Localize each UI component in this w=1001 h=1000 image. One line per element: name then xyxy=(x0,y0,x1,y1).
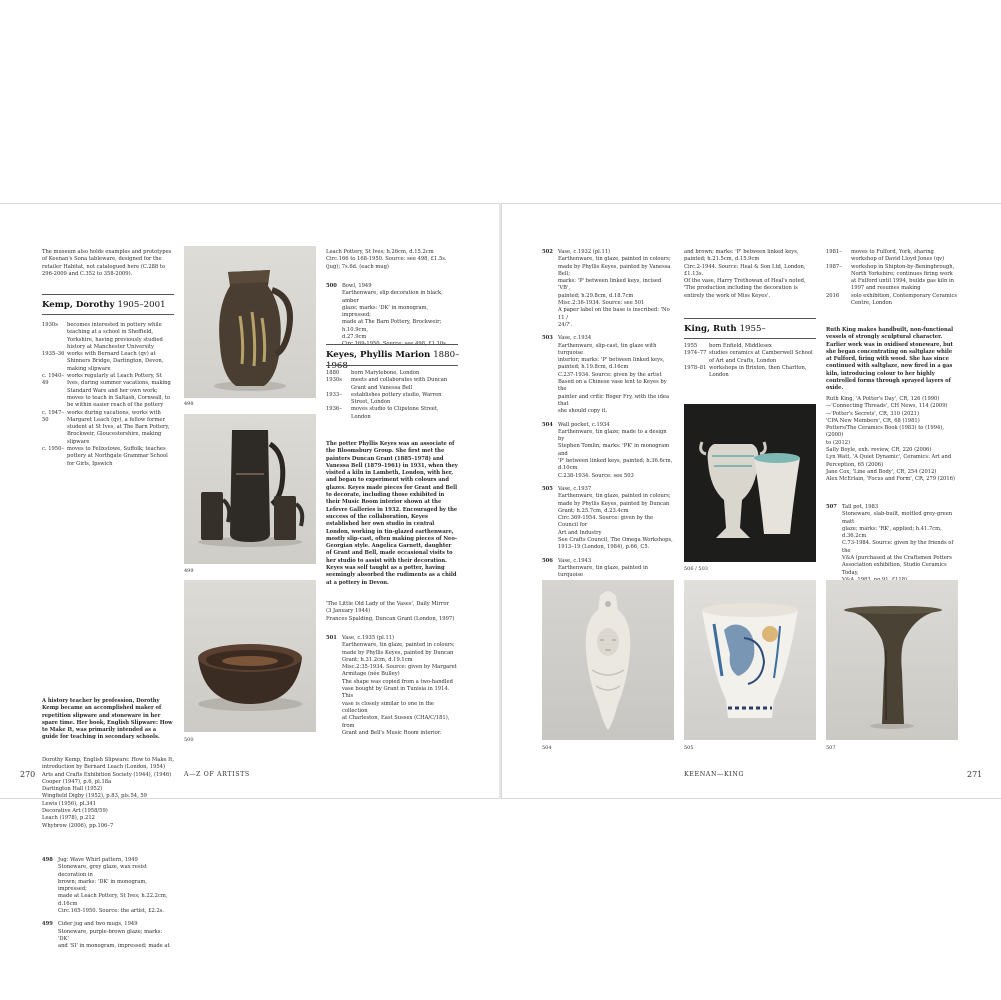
entry-line: Tall pot, 1983 xyxy=(842,504,879,510)
page-number-right: 271 xyxy=(967,770,983,779)
keyes-heading xyxy=(326,350,466,372)
king-timeline-row xyxy=(826,293,958,308)
entry-line: Earthenware, slip decoration in black, amber xyxy=(342,290,443,304)
entry-line: 'P' between linked keys, painted; h.36.6cm, xyxy=(558,458,673,465)
entry-line: Association exhibition, Studio Ceramics Today, xyxy=(842,562,947,576)
caption-504: 504 xyxy=(542,745,552,751)
entry-body xyxy=(58,921,174,950)
timeline-text: becomes interested in pottery while teaching at a school in Sheffield, Yorkshire, having previously studied history at Manchester University xyxy=(67,322,163,350)
entry-line: See Crafts Council, The Omega Workshops, xyxy=(558,536,673,543)
king-timeline-row xyxy=(826,249,958,264)
reference-line: Sally Boyle, exh. review, CR, 220 (2006) xyxy=(826,447,932,454)
king-timeline-row xyxy=(826,264,958,293)
entry-line: Vase, c.1935 (pl.11) xyxy=(342,635,395,641)
timeline-year: 1933– xyxy=(326,391,342,398)
caption-506-503: 506 / 503 xyxy=(684,566,708,572)
entry-line: made at Leach Pottery, St Ives; h.22.2cm, xyxy=(58,893,168,900)
entry-line: The shape was copied from a two-handled xyxy=(342,678,453,685)
entry-line: Wall pocket, c.1934 xyxy=(558,421,610,428)
entry-line: Stephen Tomlin; marks: 'PK' in monogram and xyxy=(558,443,670,457)
keyes-dates: 1880–1968 xyxy=(326,350,460,371)
catalogue-entry xyxy=(542,558,674,580)
entry-line: Vase, c.1934 xyxy=(558,335,592,342)
entry-line: 'The production including the decoration is xyxy=(684,285,798,292)
kemp-bio: A history teacher by profession, Dorothy Kemp became an accomplished maker of repetition slipware and stoneware in her spare time. Her book, English Slipware: How to Make It, was primarily intended as a guide for teaching in secondary schools. xyxy=(42,698,173,741)
entry-body xyxy=(842,504,958,584)
keyes-timeline-row xyxy=(326,377,458,392)
entry-line: C.73-1984. Source: given by the friends of the xyxy=(842,540,954,554)
timeline-text: moves to Felixstowe, Suffolk; teaches pottery at Northgate Grammar School for Girls, Ipswich xyxy=(67,446,168,467)
keyes-catalogue-entries xyxy=(542,249,674,585)
divider xyxy=(684,318,816,319)
entry-line: d.10cm xyxy=(558,465,578,472)
timeline-year: c. 1947–50 xyxy=(42,409,64,423)
reference-line: Wingfield Digby (1952), p.83, pls.54, 59 xyxy=(42,793,147,800)
divider xyxy=(326,365,458,366)
timeline-text: born Marylebone, London xyxy=(351,370,420,376)
king-timeline-continued xyxy=(826,249,958,307)
timeline-year: c. 1940–49 xyxy=(42,373,64,387)
entry-line: Misc.2:36-1934. Source: see 501 xyxy=(558,300,645,307)
entry-line: made at The Barn Pottery, Brockweir; h.10.9cm, xyxy=(342,319,442,333)
entry-number: 501 xyxy=(326,635,337,641)
keyes-timeline-row xyxy=(326,370,458,377)
keyes-timeline-row xyxy=(326,406,458,421)
entry-line: Vase, c.1937 xyxy=(558,485,592,492)
kemp-timeline-row xyxy=(42,446,174,468)
timeline-year: 1935–36 xyxy=(42,351,65,358)
entry-line: brown; marks: 'DK' in monogram, impressed; xyxy=(58,878,147,893)
entry-line: made by Phyllis Keyes, painted by Vanessa Bell; xyxy=(558,263,671,277)
keyes-timeline xyxy=(326,370,458,421)
entry-line: marks: 'P' between linked keys, incised 'VB', xyxy=(558,278,662,292)
entry-body xyxy=(558,422,674,480)
entry-line: 1913–19 (London, 1984), p.66, C5. xyxy=(558,544,650,551)
kemp-timeline-row xyxy=(42,373,174,409)
timeline-text: works during vacations, works with Margaret Leach (qv), a fellow former student at St Ives, at The Barn Pottery, Brockweir, Gloucestershire, making slipware xyxy=(67,409,170,445)
entry-line: Earthenware, tin glaze, painted in colours; xyxy=(558,256,671,263)
entry-line: Circ.166 to 168-1950. Source: see 498, £1.5s. xyxy=(326,256,447,263)
reference-line: Lewis (1956), pl.341 xyxy=(42,800,97,807)
reference-line: Jane Cox, 'Line and Body', CR, 254 (2012) xyxy=(826,468,937,475)
entry-line: Stoneware, slab-built, mottled grey-green matt xyxy=(842,511,953,525)
entry-line: vase is closely similar to one in the collection xyxy=(342,700,434,714)
catalogue-entry xyxy=(42,857,174,915)
catalogue-entry xyxy=(42,921,174,950)
kemp-timeline-row xyxy=(42,322,174,351)
entry-line: Circ.2-1944. Source: Heal & Son Ltd, London, xyxy=(684,263,806,270)
kemp-heading xyxy=(42,300,177,311)
reference-line: Leach (1978), p.212 xyxy=(42,815,95,822)
divider xyxy=(326,344,458,345)
entry-body xyxy=(342,635,458,737)
entry-line: Grant and Bell's Music Room interior. xyxy=(342,729,442,736)
divider xyxy=(684,338,816,339)
timeline-text: studies ceramics at Camberwell School of Art and Crafts, London xyxy=(709,350,813,364)
photo-504-wall-pocket xyxy=(542,580,674,740)
entry-number: 503 xyxy=(542,335,553,342)
entry-line: Earthenware, tin glaze, painted in turquoise xyxy=(558,564,649,579)
timeline-text: moves to Fulford, York, sharing workshop of David Lloyd Jones (qv) xyxy=(851,249,945,263)
reference-line: to (2012) xyxy=(826,439,851,446)
reference-line: Whybrow (2006), pp.106–7 xyxy=(42,822,114,829)
king-bio: Ruth King makes handbuilt, non-functional vessels of strongly sculptural character. Earlier work was in oxidised stoneware, but she began concentrating on saltglaze while at Fulford, firing with wood. She has since continued with saltglaze, now fired in a gas kiln, introducing colour to her highly controlled forms through sprayed layers of oxide. xyxy=(826,327,954,392)
entry-line: vase bought by Grant in Tunisia in 1914. This xyxy=(342,686,450,700)
photo-498-jug xyxy=(184,246,316,398)
entry-line: Vase, c.1932 (pl.11) xyxy=(558,249,611,255)
keyes-name: Keyes, Phyllis Marion xyxy=(326,350,431,360)
entry-line: Vase, c.1943 xyxy=(558,557,592,564)
entry-506-continued xyxy=(684,249,816,300)
king-dates: 1955– xyxy=(739,324,766,334)
reference-line: —'Potter's Secrets', CR, 310 (2021) xyxy=(826,410,919,417)
king-timeline-row xyxy=(684,343,816,350)
entry-number: 498 xyxy=(42,857,53,863)
reference-line: Alex McErlain, 'Focus and Form', CR, 279 (2016) xyxy=(826,476,955,483)
entry-number: 502 xyxy=(542,249,553,255)
entry-line: Grant; h.31.2cm, d.19.1cm xyxy=(342,656,413,663)
entry-line: painter and critic Roger Fry, with the idea that xyxy=(558,393,670,407)
king-name: King, Ruth xyxy=(684,324,737,334)
running-footer-right: KEENAN—KING xyxy=(684,771,745,778)
reference-line: Lyn Watt, 'A Quiet Dynamic', Ceramics: Art and xyxy=(826,454,952,461)
catalogue-entry xyxy=(326,635,458,737)
photo-500-bowl xyxy=(184,580,316,732)
entry-line: and 'SI' in monogram, impressed; made at xyxy=(58,943,170,950)
entry-line: Grant; h.25.7cm, d.23.4cm xyxy=(558,507,629,514)
entry-line: and brown; marks: 'P' between linked keys, xyxy=(684,249,799,255)
kemp-timeline-row xyxy=(42,410,174,446)
entry-line: Circ.369-1954. Source: given by the Council for xyxy=(558,515,654,529)
entry-line: Stoneware, purple-brown glaze; marks: 'DK' xyxy=(58,928,163,942)
entry-body xyxy=(558,558,674,580)
book-spread xyxy=(0,203,1000,950)
keyes-references xyxy=(326,601,458,623)
entry-number: 506 xyxy=(542,557,553,564)
entry-line: Cider jug and two mugs, 1949 xyxy=(58,921,138,928)
entry-line: Bowl, 1949 xyxy=(342,283,372,289)
caption-500: 500 xyxy=(184,737,194,743)
entry-line: d.16cm xyxy=(58,900,78,907)
timeline-year: 1981– xyxy=(826,249,842,255)
entry-number: 499 xyxy=(42,921,53,928)
entry-number: 505 xyxy=(542,485,553,492)
running-footer-left: A—Z OF ARTISTS xyxy=(184,771,250,778)
entry-line: (jug); 7s.6d. (each mug) xyxy=(326,263,389,270)
reference-line: Cooper (1947), p.6, pl.18a xyxy=(42,778,112,785)
entry-line: Based on a Chinese vase lent to Keyes by the xyxy=(558,379,667,393)
kemp-timeline-row xyxy=(42,351,174,373)
entry-line: Of the vase, Harry Trethowan of Heal's noted, xyxy=(684,278,806,285)
kemp-dates: 1905–2001 xyxy=(117,300,166,310)
intro-paragraph: The museum also holds examples and prototypes of Keenan's Sona tableware, designed for the retailer Habitat, not catalogued here (C.288 to 296-2009 and C.352 to 358-2009). xyxy=(42,249,172,277)
left-page xyxy=(0,203,500,950)
keyes-bio: The potter Phyllis Keyes was an associate of the Bloomsbury Group. She first met the painters Duncan Grant (1885–1978) and Vanessa Bell (1879–1961) in 1931, when they visited a kiln in Lambeth, London, with her, and began to experiment with colours and glazes. Keyes made pieces for Grant and Bell to decorate, including those exhibited in their Music Room interior shown at the Lefevre Galleries in 1932. Encouraged by the success of the collaboration, Keyes established her own studio in central London, working in tin-glazed earthenware, mostly slip-cast, often making pieces of Neo-Georgian style. Angelica Garnett, daughter of Grant and Bell, made occasional visits to her studio to assist with their decoration. Keyes was self taught as a potter, having seemingly absorbed the rudiments as a child at a pottery in Devon. xyxy=(326,441,458,586)
entry-line: Stoneware, grey glaze, wax resist decoration in xyxy=(58,864,147,878)
entry-line: Armitage (née Bulley) xyxy=(342,671,400,678)
catalogue-entry xyxy=(542,249,674,329)
entry-body xyxy=(558,486,674,552)
entry-507 xyxy=(826,504,958,584)
divider xyxy=(42,314,174,315)
timeline-year: c. 1950– xyxy=(42,446,64,453)
timeline-text: workshop in Shipton-by-Beningbrough, North Yorkshire; continues firing work at Fulford until 1994, builds gas kiln in 1997 and resumes making xyxy=(851,263,955,292)
caption-498: 498 xyxy=(184,401,194,407)
entry-line: at Charleston, East Sussex (CHA/C/181), from xyxy=(342,715,450,729)
timeline-year: 1936– xyxy=(326,406,342,413)
reference-line: Dorothy Kemp, English Slipware: How to Make It, xyxy=(42,757,174,763)
king-heading xyxy=(684,324,816,335)
catalogue-entry xyxy=(542,422,674,480)
reference-line: 'The Little Old Lady of the Vases', Daily Mirror xyxy=(326,601,449,607)
king-timeline xyxy=(684,343,816,379)
catalogue-entry xyxy=(542,486,674,552)
caption-505: 505 xyxy=(684,745,694,751)
entry-line: made by Phyllis Keyes, painted by Duncan xyxy=(558,500,670,507)
reference-line: Frances Spalding, Duncan Grant (London, 1997) xyxy=(326,615,455,622)
catalogue-entry xyxy=(826,504,958,584)
timeline-text: establishes pottery studio, Warren Street, London xyxy=(351,391,442,406)
entry-line: entirely the work of Miss Keyes'. xyxy=(684,292,771,299)
right-page xyxy=(501,203,1001,799)
reference-line: Perception, 65 (2006) xyxy=(826,461,884,468)
reference-line: 'CPA New Members', CR, 68 (1981) xyxy=(826,417,920,424)
reference-line: (3 January 1944) xyxy=(326,608,371,615)
king-timeline-row xyxy=(684,365,816,380)
photo-506-503-vases xyxy=(684,404,816,562)
entry-number: 500 xyxy=(326,283,337,289)
entry-line: A paper label on the base is inscribed: 'No 11 / xyxy=(558,307,670,321)
entry-line: Earthenware, tin glaze, painted in colours; xyxy=(342,642,455,649)
reference-line: Dartington Hall (1952) xyxy=(42,786,103,793)
reference-line: Ruth King, 'A Potter's Day', CR, 126 (1990) xyxy=(826,396,940,402)
entry-line: £1.13s. xyxy=(684,270,704,277)
entry-line: Earthenware, tin glaze; made to a design by xyxy=(558,428,667,443)
timeline-year: 1880 xyxy=(326,370,340,376)
entry-line: C.237-1934. Source: given by the artist xyxy=(558,371,662,378)
catalogue-entry xyxy=(542,335,674,415)
timeline-year: 1978–81 xyxy=(684,364,707,371)
entry-line: d.27.9cm xyxy=(342,334,367,341)
entry-line: V&A (purchased at the Craftsmen Potters xyxy=(842,555,952,562)
reference-line: Potters/The Ceramics Book (1983) to (1994), (2000) xyxy=(826,425,944,439)
entry-line: painted; h.29.8cm, d.18.7cm xyxy=(558,292,634,299)
timeline-text: moves studio to Clipstone Street, London xyxy=(351,406,439,420)
entry-line: glaze; marks: 'DK' in monogram, impressed; xyxy=(342,304,429,319)
entry-body xyxy=(558,249,674,329)
timeline-year: 2016 xyxy=(826,292,840,299)
timeline-year: 1987– xyxy=(826,263,842,270)
entry-line: Earthenware, tin glaze, painted in colours; xyxy=(558,493,671,500)
timeline-text: born Enfield, Middlesex xyxy=(709,343,772,349)
photo-505-painted-vase xyxy=(684,580,816,740)
king-references xyxy=(826,396,960,484)
entry-line: painted; h.21.5cm, d.15.9cm xyxy=(684,256,760,263)
catalogue-entry xyxy=(326,283,458,349)
entry-line: Misc.2:35-1934. Source: given by Margaret xyxy=(342,664,457,671)
keyes-timeline-row xyxy=(326,392,458,407)
entry-line: Art and Industry xyxy=(558,529,602,536)
timeline-text: solo exhibition, Contemporary Ceramics Centre, London xyxy=(851,292,958,307)
timeline-year: 1930s xyxy=(326,377,342,384)
entry-line: made by Phyllis Keyes, painted by Duncan xyxy=(342,649,454,656)
kemp-catalogue-entries xyxy=(42,857,174,957)
reference-line: Arts and Crafts Exhibition Society (1944), (1946) xyxy=(42,771,172,778)
reference-line: —'Connecting Threads', CH News, 114 (2009) xyxy=(826,403,948,410)
king-timeline-row xyxy=(684,350,816,365)
entry-line: Leach Pottery, St Ives; h.26cm, d.15.2cm xyxy=(326,249,434,255)
entry-body xyxy=(58,857,174,915)
timeline-text: works regularly at Leach Pottery, St Ives, during summer vacations, making Standard Ware and her own work; moves to teach in Saltash, Cornwall, to be within easier reach of the pottery xyxy=(67,373,171,409)
entry-line: Jug: Wave Whirl pattern, 1949 xyxy=(58,857,138,863)
divider xyxy=(42,294,174,295)
entry-line: C.238-1934. Source: see 503 xyxy=(558,472,634,479)
entry-body xyxy=(342,283,458,349)
entry-501 xyxy=(326,635,458,737)
timeline-year: 1955 xyxy=(684,343,698,349)
entry-line: interior; marks: 'P' between linked keys, xyxy=(558,357,665,364)
reference-line: introduction by Bernard Leach (London, 1954) xyxy=(42,764,166,771)
timeline-year: 1974–77 xyxy=(684,350,707,357)
entry-499-continued xyxy=(326,249,458,271)
entry-500 xyxy=(326,283,458,349)
entry-body xyxy=(558,335,674,415)
entry-line: Earthenware, slip-cast, tin glaze with turquoise xyxy=(558,342,657,356)
timeline-year: 1930s xyxy=(42,322,58,328)
timeline-text: works with Bernard Leach (qv) at Shinners Bridge, Dartington, Devon, making slipware xyxy=(67,351,164,372)
page-number-left: 270 xyxy=(20,770,36,779)
entry-number: 507 xyxy=(826,504,837,510)
timeline-text: workshops in Brixton, then Charlton, London xyxy=(709,364,807,379)
entry-line: glaze; marks: 'RK', applied; h.41.7cm, d.36.2cm xyxy=(842,525,942,540)
entry-number: 504 xyxy=(542,421,553,428)
caption-507: 507 xyxy=(826,745,836,751)
entry-line: she should copy it. xyxy=(558,408,608,415)
entry-line: painted; h.19.8cm, d.16cm xyxy=(558,364,629,371)
reference-line: Decorative Art (1958/59) xyxy=(42,808,108,815)
photo-507-tall-pot xyxy=(826,580,958,740)
timeline-text: meets and collaborates with Duncan Grant and Vanessa Bell xyxy=(351,377,448,391)
entry-line: 24/?'. xyxy=(558,321,573,328)
entry-line xyxy=(342,341,458,348)
caption-499: 499 xyxy=(184,568,194,574)
kemp-timeline xyxy=(42,322,174,468)
entry-line: Circ.165-1950. Source: the artist, £2.2s. xyxy=(58,908,165,915)
kemp-references xyxy=(42,757,174,830)
kemp-name: Kemp, Dorothy xyxy=(42,300,115,310)
photo-499-cider-jug-mugs xyxy=(184,414,316,564)
